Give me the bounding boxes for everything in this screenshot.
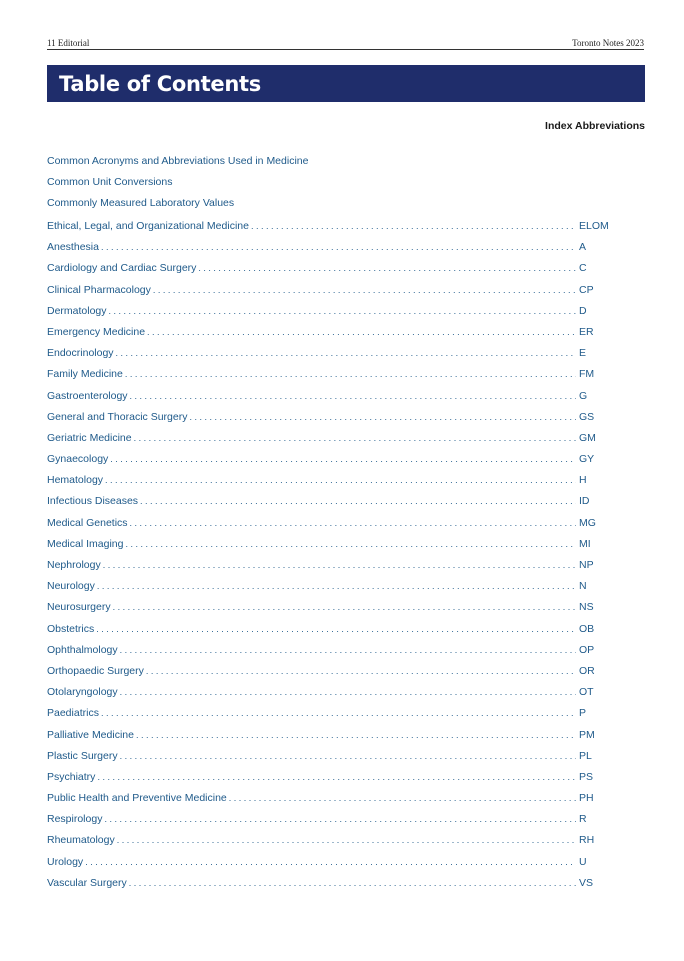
index-abbreviations-heading: Index Abbreviations: [545, 120, 645, 132]
toc-entry-abbreviation: OB: [579, 622, 595, 635]
toc-entry-title: Palliative Medicine: [47, 728, 134, 741]
dot-leader: [251, 216, 576, 237]
toc-entry-abbreviation: MI: [579, 537, 591, 550]
intro-link-acronyms[interactable]: Common Acronyms and Abbreviations Used in Medicine: [47, 155, 309, 167]
toc-entry[interactable]: [47, 682, 613, 703]
toc-entry[interactable]: [47, 809, 613, 830]
toc-entry-title: Ethical, Legal, and Organizational Medicine: [47, 220, 249, 232]
toc-entry-title: Neurosurgery: [47, 601, 111, 614]
dot-leader: [85, 852, 576, 873]
toc-entry[interactable]: [47, 873, 613, 894]
toc-entry-abbreviation: P: [579, 707, 587, 720]
toc-entry[interactable]: [47, 364, 613, 385]
dot-leader: [229, 788, 576, 809]
toc-entry-title: Dermatology: [47, 304, 107, 317]
intro-links: [47, 151, 645, 214]
toc-entry-title: Cardiology and Cardiac Surgery: [47, 262, 197, 275]
dot-leader: [97, 767, 576, 788]
toc-entry[interactable]: [47, 830, 613, 851]
toc-entry-title: Neurology: [47, 580, 95, 593]
toc-entry-title: Medical Imaging: [47, 537, 124, 550]
toc-entry-abbreviation: RH: [579, 834, 595, 847]
toc-entry-title: Urology: [47, 855, 84, 868]
toc-entry-title: Medical Genetics: [47, 516, 128, 529]
toc-entry-abbreviation: VS: [579, 876, 594, 889]
toc-entry-abbreviation: NS: [579, 601, 594, 614]
toc-entry-abbreviation: PL: [579, 749, 592, 762]
toc-entry-title: Psychiatry: [47, 770, 96, 783]
intro-link-unit-conversions[interactable]: Common Unit Conversions: [47, 176, 173, 188]
dot-leader: [117, 830, 576, 851]
toc-entry[interactable]: [47, 491, 613, 512]
toc-entry-title: Nephrology: [47, 559, 101, 571]
toc-entry-title: Family Medicine: [47, 368, 123, 381]
dot-leader: [140, 491, 576, 512]
toc-entry-abbreviation: D: [579, 304, 587, 317]
toc-entry-title: Obstetrics: [47, 622, 95, 635]
toc-entry[interactable]: [47, 746, 613, 767]
toc-entry-title: Plastic Surgery: [47, 749, 118, 762]
dot-leader: [104, 809, 576, 830]
toc-entry-title: Hematology: [47, 474, 104, 487]
toc-entry-title: Endocrinology: [47, 347, 114, 360]
dot-leader: [125, 364, 576, 385]
dot-leader: [97, 576, 576, 597]
dot-leader: [189, 407, 576, 428]
toc-entry[interactable]: [47, 852, 613, 873]
toc-entry-title: Ophthalmology: [47, 643, 118, 656]
dot-leader: [101, 237, 576, 258]
toc-entry-abbreviation: PM: [579, 728, 595, 741]
toc-entry-title: Otolaryngology: [47, 686, 118, 699]
dot-leader: [147, 322, 576, 343]
toc-list: [47, 216, 613, 894]
dot-leader: [130, 386, 576, 407]
running-header-left: 11 Editorial: [47, 38, 90, 48]
toc-entry[interactable]: [47, 576, 613, 597]
toc-entry-abbreviation: U: [579, 855, 587, 868]
toc-entry[interactable]: [47, 237, 613, 258]
toc-entry-title: General and Thoracic Surgery: [47, 410, 188, 423]
page-title: Table of Contents: [59, 71, 261, 96]
dot-leader: [116, 343, 576, 364]
dot-leader: [130, 513, 576, 534]
dot-leader: [120, 640, 576, 661]
toc-entry-title: Respirology: [47, 813, 103, 826]
toc-entry-title: Paediatrics: [47, 707, 99, 720]
toc-entry[interactable]: [47, 555, 613, 576]
toc-entry-abbreviation: ELOM: [579, 220, 609, 232]
toc-entry-abbreviation: ER: [579, 325, 594, 338]
toc-entry-title: Geriatric Medicine: [47, 431, 132, 444]
dot-leader: [146, 661, 576, 682]
intro-link-lab-values[interactable]: Commonly Measured Laboratory Values: [47, 197, 235, 209]
toc-entry-abbreviation: FM: [579, 368, 595, 381]
toc-entry-title: Anesthesia: [47, 241, 99, 254]
toc-entry-abbreviation: OT: [579, 686, 594, 699]
dot-leader: [153, 280, 576, 301]
toc-entry-abbreviation: CP: [579, 283, 594, 296]
dot-leader: [113, 597, 576, 618]
toc-entry[interactable]: [47, 343, 613, 364]
toc-entry-title: Orthopaedic Surgery: [47, 664, 144, 677]
toc-entry[interactable]: [47, 703, 613, 724]
toc-entry-abbreviation: E: [579, 347, 587, 360]
toc-entry-title: Gynaecology: [47, 453, 109, 466]
toc-entry-abbreviation: G: [579, 389, 588, 402]
toc-entry-abbreviation: OP: [579, 643, 595, 656]
toc-entry[interactable]: [47, 428, 613, 449]
toc-entry[interactable]: [47, 386, 613, 407]
toc-entry[interactable]: [47, 725, 613, 746]
dot-leader: [129, 873, 576, 894]
toc-entry-title: Clinical Pharmacology: [47, 283, 151, 296]
dot-leader: [105, 470, 576, 491]
toc-entry-title: Infectious Diseases: [47, 495, 139, 508]
toc-entry-title: Vascular Surgery: [47, 876, 127, 889]
toc-entry[interactable]: [47, 534, 613, 555]
dot-leader: [134, 428, 576, 449]
toc-entry-abbreviation: PH: [579, 792, 594, 805]
toc-entry-abbreviation: GY: [579, 453, 595, 466]
toc-entry-abbreviation: R: [579, 813, 587, 826]
toc-entry-title: Public Health and Preventive Medicine: [47, 792, 227, 805]
toc-entry-abbreviation: N: [579, 580, 587, 593]
toc-entry-abbreviation: GM: [579, 431, 596, 444]
title-band: [47, 65, 645, 102]
toc-entry[interactable]: [47, 280, 613, 301]
running-header-right: Toronto Notes 2023: [572, 38, 644, 48]
dot-leader: [125, 534, 576, 555]
dot-leader: [120, 682, 576, 703]
dot-leader: [198, 258, 576, 279]
toc-entry-title: Rheumatology: [47, 834, 115, 847]
dot-leader: [120, 746, 576, 767]
dot-leader: [101, 703, 576, 724]
dot-leader: [110, 449, 576, 470]
toc-entry[interactable]: [47, 449, 613, 470]
toc-entry[interactable]: [47, 767, 613, 788]
toc-entry-abbreviation: ID: [579, 495, 590, 508]
toc-entry[interactable]: [47, 788, 613, 809]
toc-entry[interactable]: [47, 322, 613, 343]
toc-entry-abbreviation: C: [579, 262, 587, 275]
dot-leader: [109, 301, 576, 322]
toc-entry[interactable]: [47, 258, 613, 279]
toc-entry[interactable]: [47, 216, 613, 237]
toc-entry-title: Emergency Medicine: [47, 325, 146, 338]
toc-entry-abbreviation: OR: [579, 664, 595, 677]
dot-leader: [96, 619, 576, 640]
toc-entry-abbreviation: A: [579, 241, 587, 254]
toc-entry[interactable]: [47, 513, 613, 534]
dot-leader: [136, 725, 576, 746]
toc-entry[interactable]: [47, 597, 613, 618]
toc-entry[interactable]: [47, 470, 613, 491]
toc-entry-abbreviation: NP: [579, 559, 594, 571]
toc-entry[interactable]: [47, 661, 613, 682]
toc-entry-abbreviation: PS: [579, 770, 594, 783]
header-divider: [47, 49, 644, 50]
toc-entry-abbreviation: H: [579, 474, 587, 487]
dot-leader: [103, 555, 576, 576]
running-header: [47, 36, 644, 48]
toc-entry-abbreviation: MG: [579, 516, 596, 529]
toc-entry[interactable]: [47, 301, 613, 322]
toc-entry-title: Gastroenterology: [47, 389, 128, 402]
toc-entry[interactable]: [47, 407, 613, 428]
toc-entry-abbreviation: GS: [579, 410, 595, 423]
toc-entry[interactable]: [47, 619, 613, 640]
toc-entry[interactable]: [47, 640, 613, 661]
